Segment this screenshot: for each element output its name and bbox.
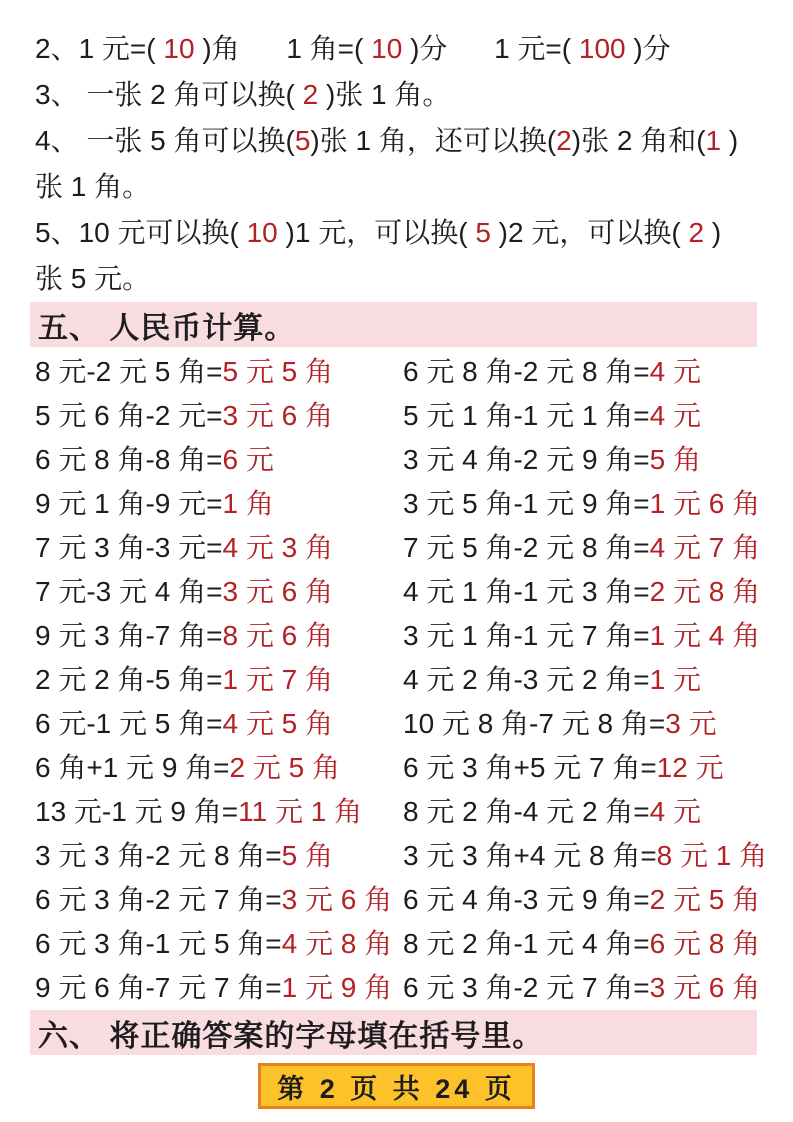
question-text: )分 bbox=[625, 33, 671, 64]
calc-answer: 5 元 5 角 bbox=[222, 356, 333, 387]
calc-answer: 8 元 1 角 bbox=[656, 840, 768, 871]
calc-item bbox=[403, 394, 787, 438]
filled-answer: 1 bbox=[705, 125, 722, 156]
calc-answer: 3 元 6 角 bbox=[222, 576, 333, 607]
calc-item bbox=[35, 878, 403, 922]
calc-answer: 1 元 9 角 bbox=[281, 972, 393, 1003]
section-six-title: 六、 将正确答案的字母填在括号里。 bbox=[38, 1019, 544, 1053]
calc-answer: 1 元 7 角 bbox=[222, 664, 333, 695]
calc-item bbox=[35, 570, 403, 614]
calc-item bbox=[35, 438, 403, 482]
question-line bbox=[35, 256, 769, 302]
calc-expression: 10 元 8 角-7 元 8 角= bbox=[403, 708, 666, 739]
calc-item bbox=[35, 350, 403, 394]
calc-expression: 3 元 1 角-1 元 7 角= bbox=[403, 620, 650, 651]
calc-expression: 2 元 2 角-5 角= bbox=[35, 664, 223, 695]
question-text: 5、10 元可以换( bbox=[35, 217, 247, 248]
question-line bbox=[35, 210, 769, 256]
calc-expression: 3 元 4 角-2 元 9 角= bbox=[403, 444, 650, 475]
calc-expression: 7 元-3 元 4 角= bbox=[35, 576, 223, 607]
calc-answer: 1 元 6 角 bbox=[649, 488, 761, 519]
page-footer bbox=[0, 1063, 793, 1109]
question-text: )角 1 角=( bbox=[194, 33, 372, 64]
question-text: 张 1 角。 bbox=[35, 171, 151, 202]
calc-item bbox=[403, 702, 787, 746]
question-text: )分 1 元=( bbox=[402, 33, 579, 64]
calc-expression: 3 元 3 角-2 元 8 角= bbox=[35, 840, 282, 871]
calc-item bbox=[35, 658, 403, 702]
calc-expression: 8 元-2 元 5 角= bbox=[35, 356, 223, 387]
question-line bbox=[35, 164, 769, 210]
calc-item bbox=[35, 790, 403, 834]
calc-answer: 4 元 bbox=[649, 796, 702, 827]
question-text: 4、 一张 5 角可以换( bbox=[35, 125, 295, 156]
calc-expression: 4 元 1 角-1 元 3 角= bbox=[403, 576, 650, 607]
calc-expression: 5 元 6 角-2 元= bbox=[35, 400, 223, 431]
question-text: ) bbox=[721, 125, 739, 156]
calc-expression: 3 元 3 角+4 元 8 角= bbox=[403, 840, 657, 871]
calc-expression: 6 元 3 角-1 元 5 角= bbox=[35, 928, 282, 959]
question-text: )张 1 角，还可以换( bbox=[310, 125, 557, 156]
calc-item bbox=[35, 614, 403, 658]
calc-expression: 9 元 6 角-7 元 7 角= bbox=[35, 972, 282, 1003]
calc-expression: 6 元 3 角+5 元 7 角= bbox=[403, 752, 657, 783]
filled-answer: 10 bbox=[163, 33, 195, 64]
calc-item bbox=[35, 834, 403, 878]
calc-expression: 6 角+1 元 9 角= bbox=[35, 752, 230, 783]
calc-expression: 4 元 2 角-3 元 2 角= bbox=[403, 664, 650, 695]
calc-answer: 4 元 bbox=[649, 356, 702, 387]
calc-answer: 4 元 8 角 bbox=[281, 928, 393, 959]
question-text: )1 元，可以换( bbox=[277, 217, 476, 248]
question-text: 张 5 元。 bbox=[35, 263, 151, 294]
calc-expression: 8 元 2 角-1 元 4 角= bbox=[403, 928, 650, 959]
conversion-questions-section bbox=[0, 0, 793, 302]
calc-answer: 8 元 6 角 bbox=[222, 620, 333, 651]
calc-expression: 3 元 5 角-1 元 9 角= bbox=[403, 488, 650, 519]
calc-answer: 6 元 bbox=[222, 444, 274, 475]
question-line bbox=[35, 118, 769, 164]
question-text: )张 2 角和( bbox=[571, 125, 706, 156]
calc-item bbox=[403, 570, 787, 614]
filled-answer: 100 bbox=[578, 33, 626, 64]
calc-item bbox=[35, 922, 403, 966]
calc-answer: 5 角 bbox=[649, 444, 702, 475]
question-text: 2、1 元=( bbox=[35, 33, 164, 64]
calc-answer: 2 元 5 角 bbox=[649, 884, 761, 915]
filled-answer: 2 bbox=[688, 217, 705, 248]
calc-item bbox=[403, 746, 787, 790]
calc-item bbox=[403, 482, 787, 526]
calc-item bbox=[403, 438, 787, 482]
calc-expression: 5 元 1 角-1 元 1 角= bbox=[403, 400, 650, 431]
question-text: ) bbox=[704, 217, 722, 248]
calc-item bbox=[403, 966, 787, 1010]
question-text: 3、 一张 2 角可以换( bbox=[35, 79, 303, 110]
calc-item bbox=[35, 702, 403, 746]
filled-answer: 5 bbox=[475, 217, 491, 248]
calc-answer: 1 元 4 角 bbox=[649, 620, 761, 651]
calc-expression: 8 元 2 角-4 元 2 角= bbox=[403, 796, 650, 827]
calc-answer: 4 元 3 角 bbox=[222, 532, 333, 563]
calc-expression: 13 元-1 元 9 角= bbox=[35, 796, 239, 827]
calc-answer: 2 元 8 角 bbox=[649, 576, 761, 607]
calc-answer: 11 元 1 角 bbox=[238, 796, 363, 827]
calc-answer: 4 元 bbox=[649, 400, 702, 431]
calc-item bbox=[403, 614, 787, 658]
calc-answer: 6 元 8 角 bbox=[649, 928, 761, 959]
calc-item bbox=[403, 878, 787, 922]
calc-answer: 3 元 6 角 bbox=[222, 400, 333, 431]
filled-answer: 2 bbox=[302, 79, 319, 110]
calc-expression: 7 元 5 角-2 元 8 角= bbox=[403, 532, 650, 563]
calc-item bbox=[403, 834, 787, 878]
calc-answer: 2 元 5 角 bbox=[229, 752, 341, 783]
calc-expression: 6 元 8 角-8 角= bbox=[35, 444, 223, 475]
calc-item bbox=[35, 966, 403, 1010]
calc-expression: 9 元 3 角-7 角= bbox=[35, 620, 223, 651]
filled-answer: 5 bbox=[294, 125, 311, 156]
calc-expression: 7 元 3 角-3 元= bbox=[35, 532, 223, 563]
section-five-title: 五、 人民币计算。 bbox=[38, 311, 296, 345]
calc-answer: 12 元 bbox=[656, 752, 724, 783]
filled-answer: 10 bbox=[246, 217, 278, 248]
calc-item bbox=[35, 526, 403, 570]
calc-expression: 6 元-1 元 5 角= bbox=[35, 708, 223, 739]
question-text: )张 1 角。 bbox=[318, 79, 451, 110]
calc-item bbox=[403, 922, 787, 966]
calc-item bbox=[35, 482, 403, 526]
calc-answer: 5 角 bbox=[281, 840, 334, 871]
calc-item bbox=[403, 658, 787, 702]
calc-answer: 1 元 bbox=[649, 664, 702, 695]
question-line bbox=[35, 72, 769, 118]
calc-answer: 1 角 bbox=[222, 488, 274, 519]
filled-answer: 2 bbox=[556, 125, 572, 156]
page-number-badge: 第 2 页 共 24 页 bbox=[258, 1063, 535, 1109]
question-text: )2 元，可以换( bbox=[490, 217, 689, 248]
section-six-header bbox=[30, 1010, 757, 1055]
calc-expression: 9 元 1 角-9 元= bbox=[35, 488, 223, 519]
calc-expression: 6 元 3 角-2 元 7 角= bbox=[403, 972, 650, 1003]
calc-expression: 6 元 4 角-3 元 9 角= bbox=[403, 884, 650, 915]
calc-item bbox=[35, 394, 403, 438]
calc-grid bbox=[0, 347, 793, 1010]
calc-answer: 3 元 6 角 bbox=[281, 884, 393, 915]
calc-answer: 3 元 6 角 bbox=[649, 972, 761, 1003]
calc-answer: 3 元 bbox=[665, 708, 717, 739]
calc-item bbox=[403, 790, 787, 834]
calc-expression: 6 元 3 角-2 元 7 角= bbox=[35, 884, 282, 915]
calc-item bbox=[403, 526, 787, 570]
calc-answer: 4 元 7 角 bbox=[649, 532, 761, 563]
calc-answer: 4 元 5 角 bbox=[222, 708, 333, 739]
calc-expression: 6 元 8 角-2 元 8 角= bbox=[403, 356, 650, 387]
calc-item bbox=[403, 350, 787, 394]
calc-item bbox=[35, 746, 403, 790]
filled-answer: 10 bbox=[371, 33, 403, 64]
question-line bbox=[35, 26, 769, 72]
section-five-header bbox=[30, 302, 757, 347]
